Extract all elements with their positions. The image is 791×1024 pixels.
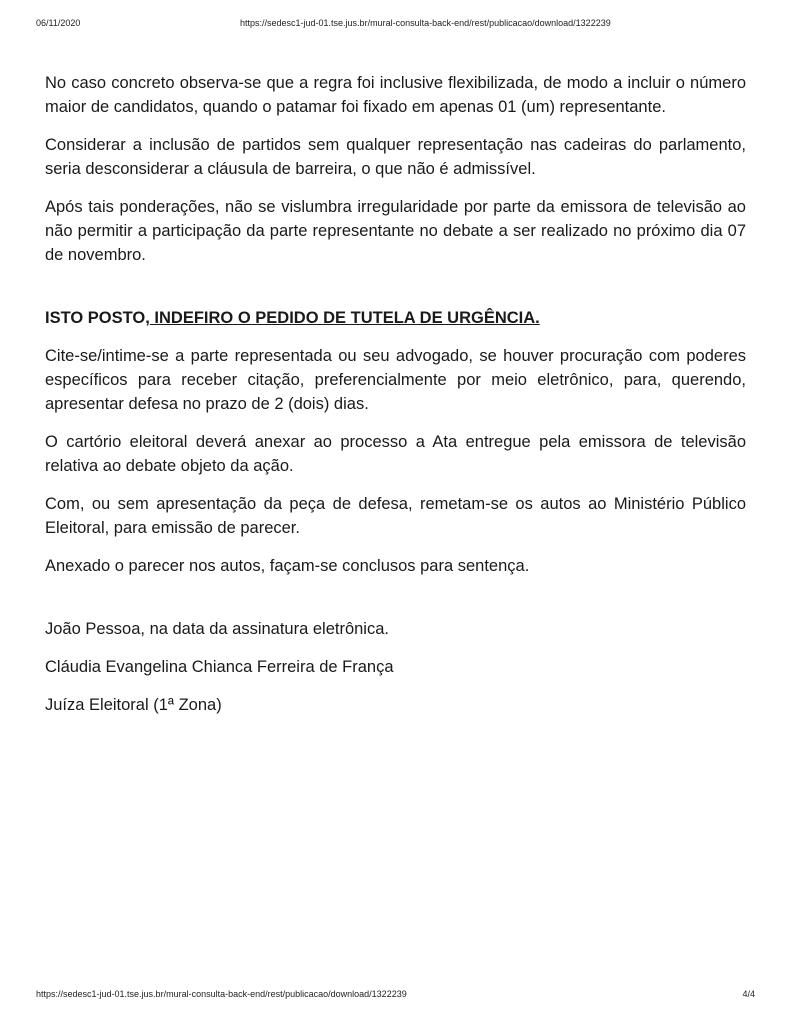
paragraph: Cite-se/intime-se a parte representada ou seu advogado, se houver procuração com poderes específicos para receber citação, preferencialmente por meio eletrônico, para, querendo, apresentar defesa no prazo de 2 (dois) dias. <box>45 347 746 413</box>
decision-heading-prefix: ISTO POSTO, <box>45 309 150 327</box>
paragraph: No caso concreto observa-se que a regra foi inclusive flexibilizada, de modo a incluir o número maior de candidatos, quando o patamar foi fixado em apenas 01 (um) representante. <box>45 74 746 116</box>
paragraph: Anexado o parecer nos autos, façam-se conclusos para sentença. <box>45 557 530 575</box>
paragraph: Após tais ponderações, não se vislumbra irregularidade por parte da emissora de televisão ao não permitir a participação da parte representante no debate a ser realizado no próximo dia 07 de novembro. <box>45 198 746 264</box>
print-header <box>36 18 755 32</box>
place-date: João Pessoa, na data da assinatura eletrônica. <box>45 620 389 638</box>
print-date: 06/11/2020 <box>36 18 81 28</box>
page-number: 4/4 <box>742 989 755 999</box>
paragraph: Considerar a inclusão de partidos sem qualquer representação nas cadeiras do parlamento, seria desconsiderar a cláusula de barreira, o que não é admissível. <box>45 136 746 178</box>
document-body <box>45 71 746 717</box>
signer-role: Juíza Eleitoral (1ª Zona) <box>45 696 222 714</box>
paragraph: O cartório eleitoral deverá anexar ao processo a Ata entregue pela emissora de televisão relativa ao debate objeto da ação. <box>45 433 746 475</box>
decision-heading <box>45 306 746 330</box>
paragraph: Com, ou sem apresentação da peça de defesa, remetam-se os autos ao Ministério Público Eleitoral, para emissão de parecer. <box>45 495 746 537</box>
print-url: https://sedesc1-jud-01.tse.jus.br/mural-consulta-back-end/rest/publicacao/download/1322239 <box>240 18 611 28</box>
footer-url: https://sedesc1-jud-01.tse.jus.br/mural-consulta-back-end/rest/publicacao/download/1322239 <box>36 989 407 999</box>
print-footer <box>36 989 755 1003</box>
decision-heading-text: INDEFIRO O PEDIDO DE TUTELA DE URGÊNCIA. <box>149 309 540 327</box>
signer-name: Cláudia Evangelina Chianca Ferreira de França <box>45 658 394 676</box>
